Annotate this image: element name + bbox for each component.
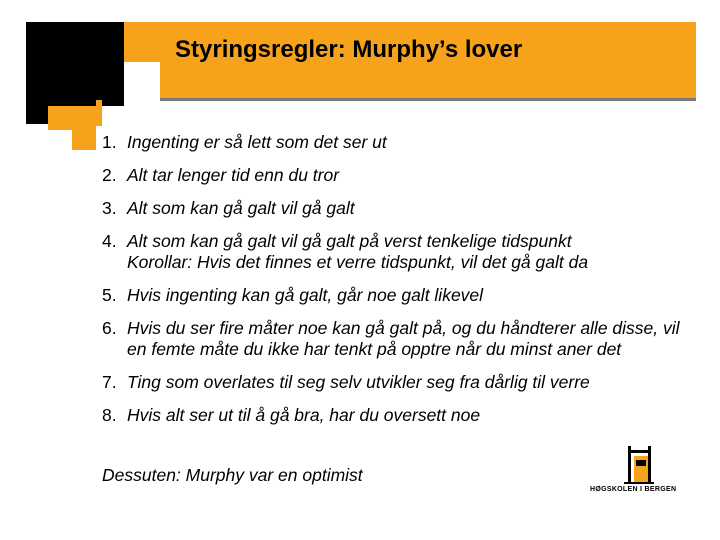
list-item-text <box>127 165 702 186</box>
arrow-dots-icon <box>122 60 158 100</box>
footer-note: Dessuten: Murphy var en optimist <box>102 465 363 485</box>
slide-title: Styringsregler: Murphy’s lover <box>175 36 523 63</box>
list-item-number: 3. <box>102 198 117 218</box>
list-item-number: 7. <box>102 372 117 392</box>
corner-block-orange <box>124 22 160 62</box>
list-item <box>102 405 702 426</box>
list-item-text <box>127 405 702 426</box>
list-item-main: Hvis alt ser ut til å gå bra, har du oversett noe <box>127 405 481 425</box>
list-item-main: Alt som kan gå galt vil gå galt <box>127 198 355 218</box>
list-item <box>102 372 702 393</box>
list-item-main: Ingenting er så lett som det ser ut <box>127 132 387 152</box>
corner-step-orange-1 <box>48 106 72 130</box>
list-item-text <box>127 318 702 360</box>
corner-step-orange-2 <box>72 106 96 150</box>
list-item-number: 8. <box>102 405 117 425</box>
list-item-number: 5. <box>102 285 117 305</box>
list-item-main: Hvis du ser fire måter noe kan gå galt på, og du håndterer alle disse, vil en femte måte du ikke har tenkt på opptre når du minst aner det <box>127 318 680 359</box>
list-item-main: Ting som overlates til seg selv utvikler seg fra dårlig til verre <box>127 372 590 392</box>
corner-block-black <box>26 22 124 106</box>
list-item-main: Hvis ingenting kan gå galt, går noe galt likevel <box>127 285 484 305</box>
title-bar-shadow <box>160 98 696 101</box>
list-item <box>102 132 702 153</box>
list-item <box>102 231 702 273</box>
list-item-number: 6. <box>102 318 117 338</box>
logo-text: HØGSKOLEN I BERGEN <box>590 486 677 493</box>
corner-block-black-small <box>26 106 48 124</box>
list-item-text <box>127 372 702 393</box>
list-item <box>102 198 702 219</box>
list-item-number: 4. <box>102 231 117 251</box>
corner-step-orange-3 <box>96 100 102 126</box>
list-item-number: 1. <box>102 132 117 152</box>
list-item-text <box>127 231 702 273</box>
list-item-corollary: Korollar: Hvis det finnes et verre tidspunkt, vil det gå galt da <box>127 252 589 272</box>
list-item-main: Alt som kan gå galt vil gå galt på verst tenkelige tidspunkt <box>127 231 572 251</box>
list-item-main: Alt tar lenger tid enn du tror <box>127 165 340 185</box>
list-item <box>102 165 702 186</box>
rules-list <box>102 132 702 438</box>
list-item-text <box>127 132 702 153</box>
list-item-text <box>127 285 702 306</box>
list-item <box>102 318 702 360</box>
list-item-text <box>127 198 702 219</box>
list-item <box>102 285 702 306</box>
list-item-number: 2. <box>102 165 117 185</box>
